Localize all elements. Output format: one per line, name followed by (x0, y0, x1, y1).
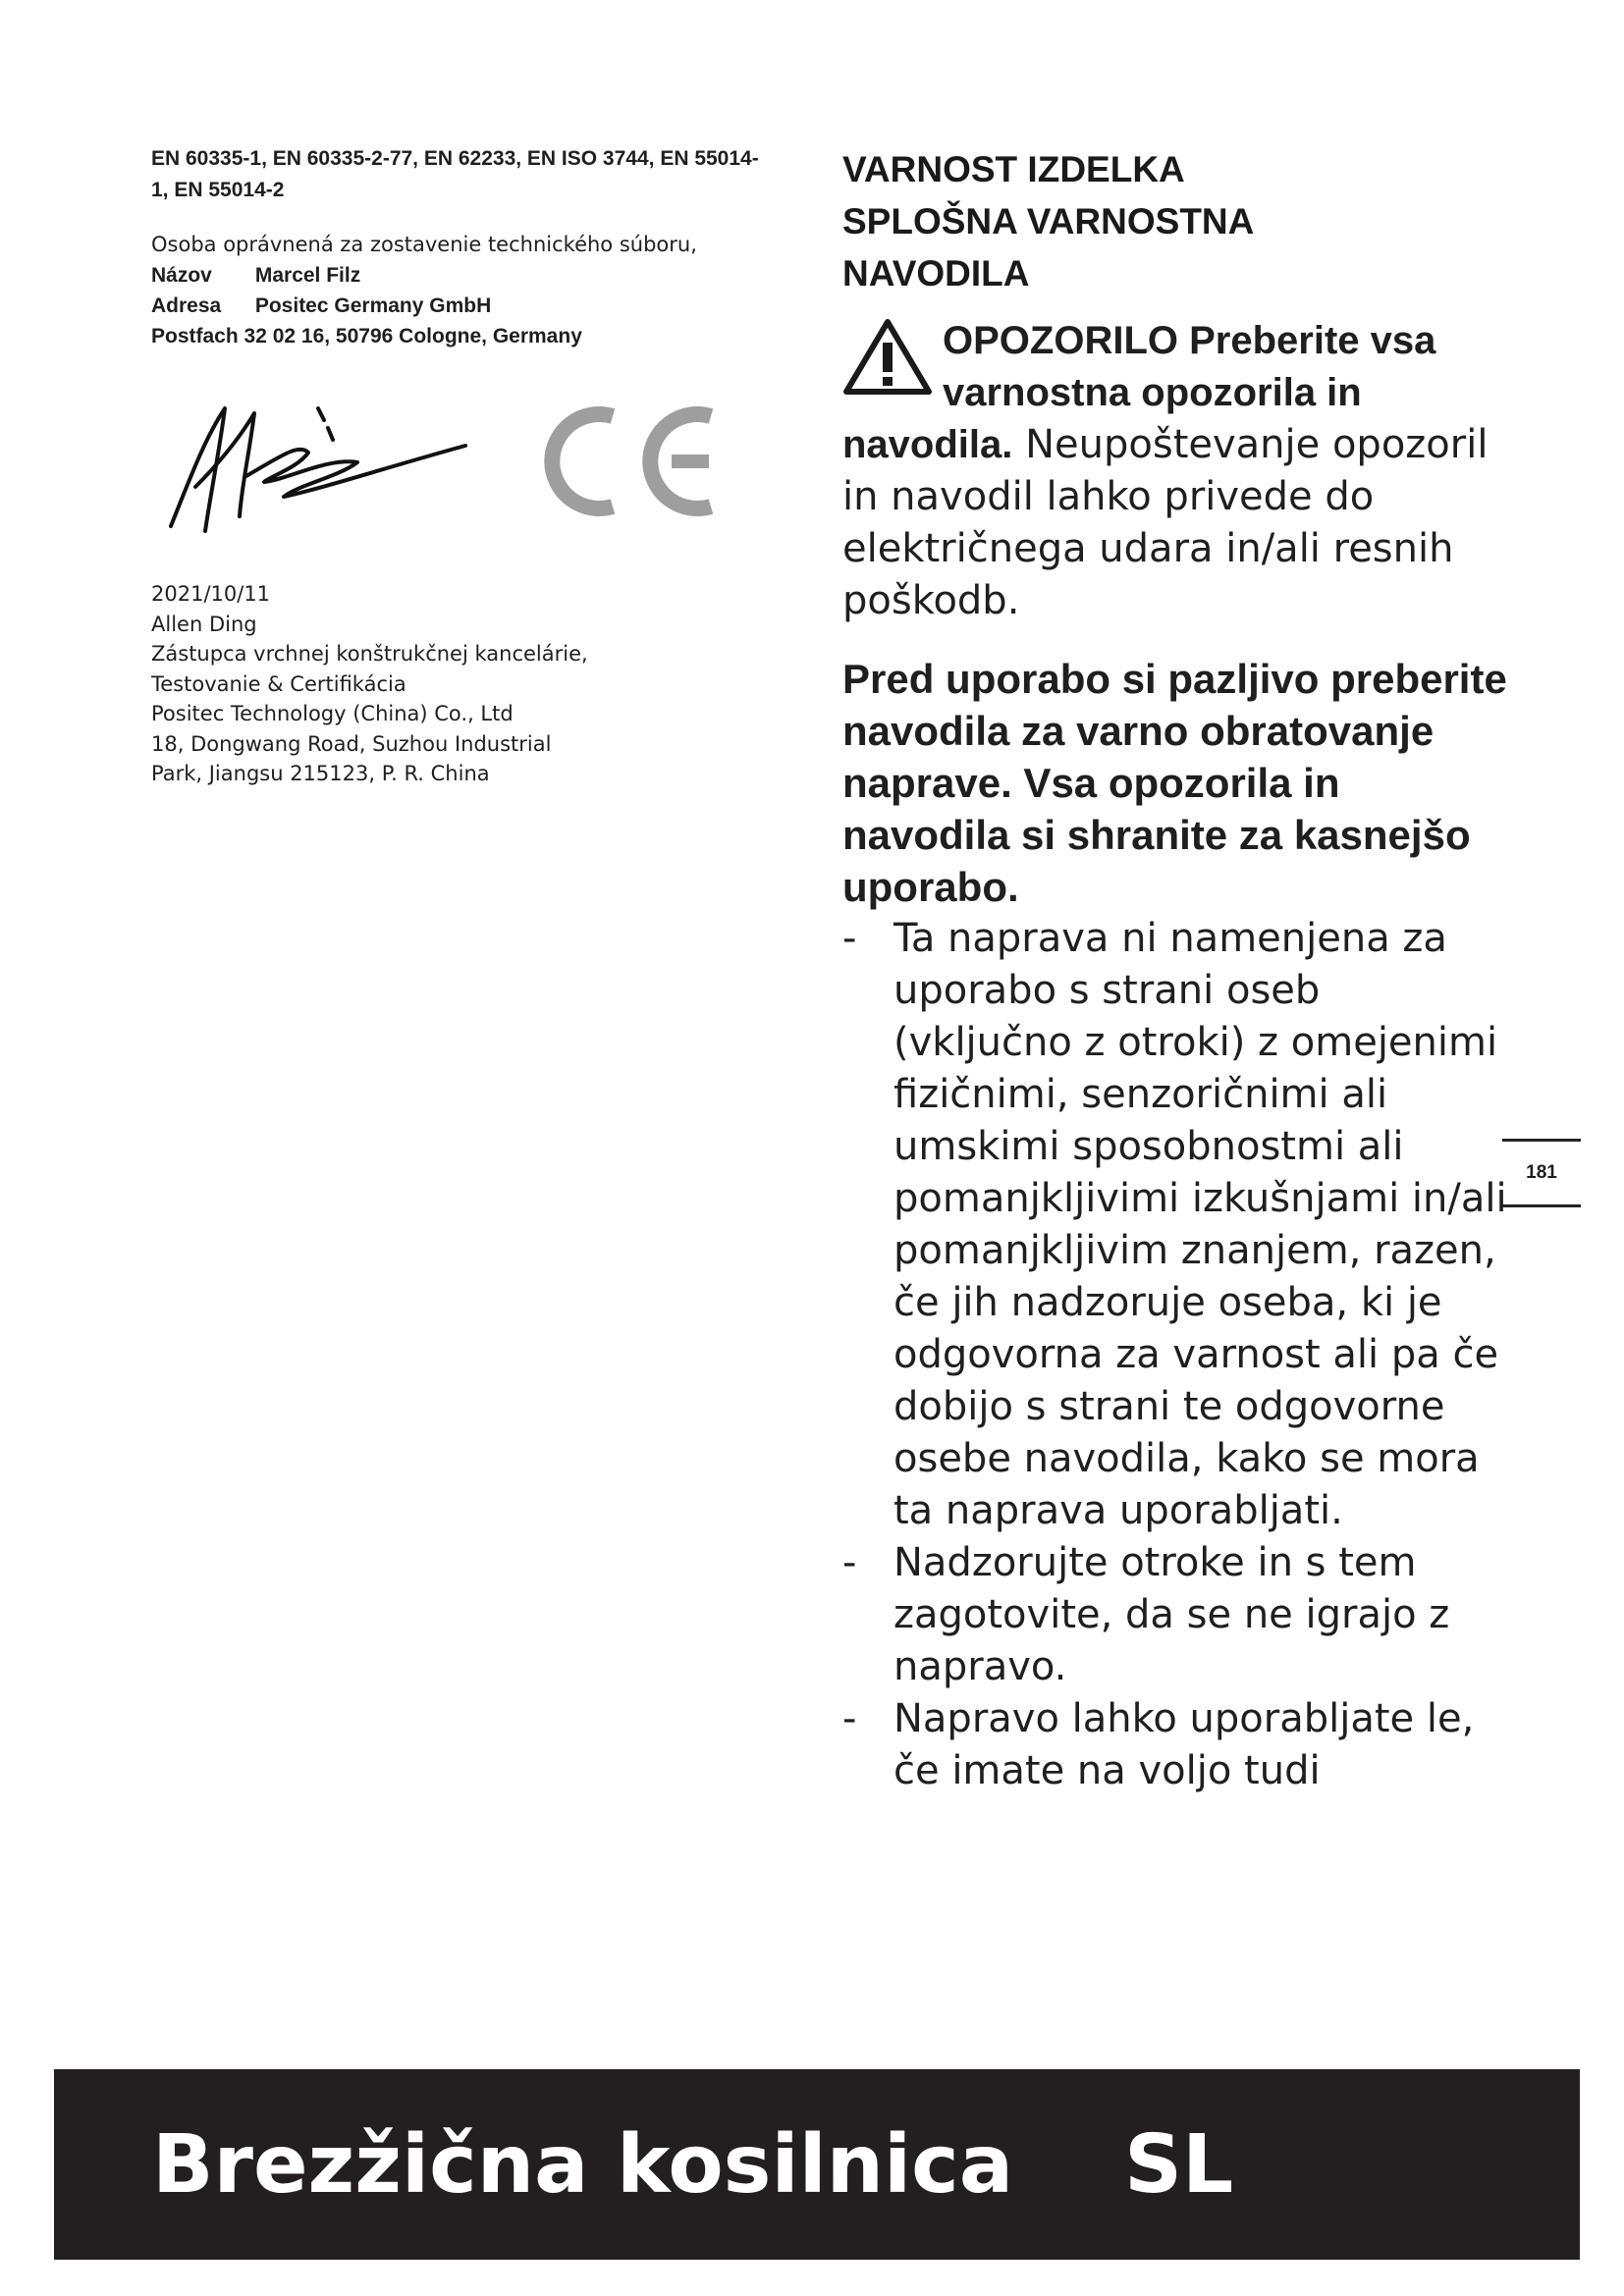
list-item-text: Ta naprava ni namenjena za uporabo s strani oseb (vključno z otroki) z omejenimi fizičnimi, senzoričnimi ali umskimi sposobnostmi ali pomanjkljivimi izkušnjami in/ali pomanjkljivim znanjem, razen, če jih nadzoruje oseba, ki je odgovorna za varnost ali pa če dobijo s strani te odgovorne osebe navodila, kako se mora ta naprava uporabljati. (893, 916, 1507, 1533)
bullet-marker: - (842, 1696, 857, 1741)
section-title-line1: VARNOST IZDELKA (842, 149, 1185, 189)
signatory-block (151, 579, 760, 789)
read-instructions-paragraph: Pred uporabo si pazljivo preberite navodila za varno obratovanje naprave. Vsa opozorila in navodila si shranite za kasnejšo uporabo. (842, 656, 1507, 910)
company-address-line2: Park, Jiangsu 215123, P. R. China (151, 762, 490, 785)
section-title (842, 143, 1510, 299)
name-key: Názov (151, 264, 212, 287)
section-title-line2: SPLOŠNA VARNOSTNA (842, 201, 1255, 241)
list-item (842, 1693, 1510, 1797)
list-item-text: Napravo lahko uporabljate le, če imate na voljo tudi (893, 1696, 1475, 1793)
list-item (842, 1537, 1510, 1693)
address-key: Adresa (151, 294, 222, 317)
page-number-marker (1502, 1139, 1581, 1207)
name-row (151, 260, 760, 291)
list-item (842, 913, 1510, 1537)
signer-department: Testovanie & Certifikácia (151, 671, 406, 696)
ce-mark-icon (524, 402, 731, 520)
footer-title: Brezžična kosilnica (152, 2118, 1014, 2212)
warning-triangle-icon (842, 317, 933, 396)
signer-role: Zástupca vrchnej konštrukčnej kancelárie, (151, 642, 588, 666)
name-value: Marcel Filz (254, 264, 361, 287)
authorized-person-intro: Osoba oprávnená za zostavenie technického súboru, (151, 233, 697, 256)
safety-bullet-list (842, 913, 1510, 1797)
address-row (151, 291, 760, 321)
postfach-line: Postfach 32 02 16, 50796 Cologne, Germany (151, 325, 582, 347)
footer-banner (54, 2069, 1580, 2260)
signature-date: 2021/10/11 (151, 582, 271, 606)
warning-lead: OPOZORILO Preberite vsa varnostna opozorila in navodila. (842, 319, 1436, 466)
handwritten-signature (151, 369, 475, 546)
page-number: 181 (1526, 1162, 1557, 1183)
address-value: Positec Germany GmbH (254, 294, 492, 317)
standards-list: EN 60335-1, EN 60335-2-77, EN 62233, EN ISO 3744, EN 55014-1, EN 55014-2 (151, 147, 759, 201)
language-code: SL (1124, 2118, 1234, 2212)
section-title-line3: NAVODILA (842, 253, 1030, 294)
warning-body: Neupoštevanje opozoril in navodil lahko privede do električnega udara in/ali resnih poškodb. (842, 422, 1489, 623)
signer-name: Allen Ding (151, 612, 257, 636)
list-item-text: Nadzorujte otroke in s tem zagotovite, da se ne igrajo z napravo. (893, 1540, 1450, 1689)
signature-row (151, 369, 760, 565)
safety-column (842, 143, 1510, 1797)
bullet-marker: - (842, 916, 857, 961)
company-name: Positec Technology (China) Co., Ltd (151, 702, 514, 725)
warning-block (842, 315, 1510, 627)
bullet-marker: - (842, 1540, 857, 1585)
company-address-line1: 18, Dongwang Road, Suzhou Industrial (151, 731, 552, 756)
declaration-column (151, 143, 760, 789)
